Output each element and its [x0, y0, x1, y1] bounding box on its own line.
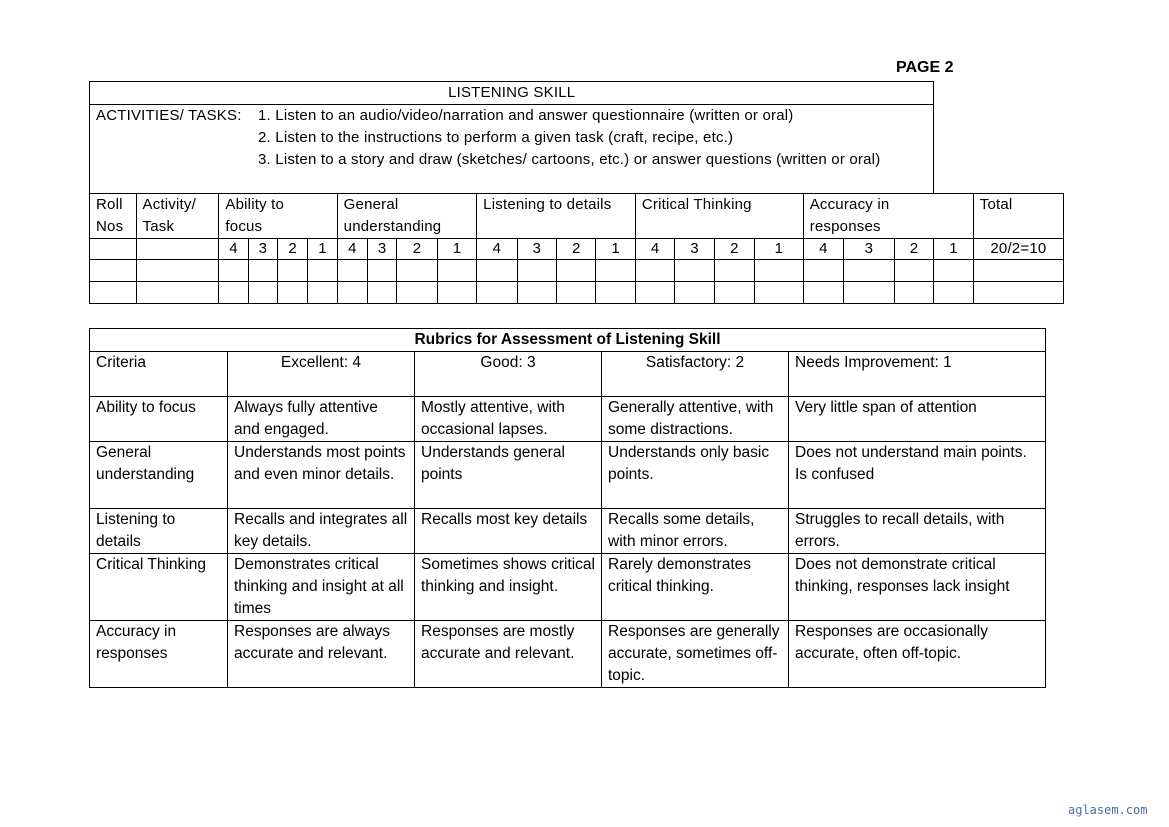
blank-cell: [844, 282, 895, 304]
table-row: [90, 442, 1046, 509]
blank-cell: [596, 260, 635, 282]
excellent-cell: Understands most points and even minor details.: [228, 442, 415, 509]
rubrics-title: Rubrics for Assessment of Listening Skill: [90, 329, 1046, 352]
score-cell: 1: [308, 239, 337, 260]
blank-cell: [894, 282, 934, 304]
blank-cell: [437, 260, 476, 282]
blank-cell: [803, 260, 843, 282]
good-cell: Mostly attentive, with occasional lapses.: [415, 397, 602, 442]
blank-cell: [90, 282, 137, 304]
score-cell: 1: [755, 239, 804, 260]
criteria-cell: General understanding: [90, 442, 228, 509]
table-row: [90, 397, 1046, 442]
blank-cell: [248, 260, 277, 282]
score-cell: 2: [278, 239, 308, 260]
score-cell: 4: [477, 239, 517, 260]
blank-cell: [934, 260, 973, 282]
table-row: [90, 621, 1046, 688]
header-ability-to-focus: Ability to focus: [219, 194, 337, 239]
needs-improvement-cell: Responses are occasionally accurate, often off-topic.: [789, 621, 1046, 688]
blank-cell: [973, 260, 1063, 282]
excellent-cell: Responses are always accurate and relevant.: [228, 621, 415, 688]
header-accuracy: Accuracy in responses: [803, 194, 973, 239]
score-cell: 3: [844, 239, 895, 260]
blank-cell: [675, 282, 714, 304]
blank-cell: [755, 260, 804, 282]
listening-title: LISTENING SKILL: [90, 82, 934, 105]
satisfactory-cell: Generally attentive, with some distractions.: [602, 397, 789, 442]
activities-label: ACTIVITIES/ TASKS:: [96, 107, 242, 124]
blank-cell: [517, 282, 556, 304]
score-cell: 4: [635, 239, 674, 260]
score-cell: [136, 239, 219, 260]
needs-improvement-cell: Does not demonstrate critical thinking, responses lack insight: [789, 554, 1046, 621]
blank-cell: [397, 282, 437, 304]
blank-cell: [755, 282, 804, 304]
header-general-understanding: General understanding: [337, 194, 477, 239]
excellent-cell: Demonstrates critical thinking and insight at all times: [228, 554, 415, 621]
score-cell: 3: [675, 239, 714, 260]
column-header-criteria: Criteria: [90, 352, 228, 397]
blank-cell: [517, 260, 556, 282]
table-row: [90, 554, 1046, 621]
score-cell: 1: [437, 239, 476, 260]
blank-cell: [219, 282, 248, 304]
needs-improvement-cell: Struggles to recall details, with errors.: [789, 509, 1046, 554]
blank-cell: [397, 260, 437, 282]
blank-cell: [596, 282, 635, 304]
score-cell: 1: [596, 239, 635, 260]
criteria-cell: Accuracy in responses: [90, 621, 228, 688]
criteria-cell: Critical Thinking: [90, 554, 228, 621]
score-cell: 2: [557, 239, 596, 260]
watermark: aglasem.com: [1068, 803, 1148, 817]
excellent-cell: Always fully attentive and engaged.: [228, 397, 415, 442]
header-roll-nos: Roll Nos: [90, 194, 137, 239]
good-cell: Understands general points: [415, 442, 602, 509]
header-total: Total: [973, 194, 1063, 239]
good-cell: Responses are mostly accurate and relevant.: [415, 621, 602, 688]
blank-cell: [635, 260, 674, 282]
blank-cell: [557, 282, 596, 304]
score-cell: 2: [894, 239, 934, 260]
satisfactory-cell: Recalls some details, with minor errors.: [602, 509, 789, 554]
score-cell: 1: [934, 239, 973, 260]
blank-cell: [308, 282, 337, 304]
score-cell: 4: [337, 239, 367, 260]
satisfactory-cell: Understands only basic points.: [602, 442, 789, 509]
good-cell: Sometimes shows critical thinking and insight.: [415, 554, 602, 621]
blank-cell: [136, 282, 219, 304]
column-header-good: Good: 3: [415, 352, 602, 397]
page-number: PAGE 2: [896, 59, 954, 76]
blank-cell: [477, 260, 517, 282]
rubrics-table: [89, 328, 1046, 688]
blank-cell: [136, 260, 219, 282]
blank-cell: [714, 260, 754, 282]
blank-cell: [337, 260, 367, 282]
score-cell: 2: [714, 239, 754, 260]
header-listening-to-details: Listening to details: [477, 194, 636, 239]
score-cell: [90, 239, 137, 260]
header-critical-thinking: Critical Thinking: [635, 194, 803, 239]
excellent-cell: Recalls and integrates all key details.: [228, 509, 415, 554]
task-item: 2. Listen to the instructions to perform a given task (craft, recipe, etc.): [258, 129, 734, 146]
good-cell: Recalls most key details: [415, 509, 602, 554]
activities-cell: [90, 105, 934, 194]
score-cell: 3: [517, 239, 556, 260]
satisfactory-cell: Responses are generally accurate, sometimes off-topic.: [602, 621, 789, 688]
column-header-needs-improvement: Needs Improvement: 1: [789, 352, 1046, 397]
blank-cell: [368, 260, 397, 282]
table-row: [90, 509, 1046, 554]
needs-improvement-cell: Very little span of attention: [789, 397, 1046, 442]
blank-cell: [90, 260, 137, 282]
blank-cell: [278, 260, 308, 282]
blank-cell: [675, 260, 714, 282]
criteria-cell: Ability to focus: [90, 397, 228, 442]
task-item: 1. Listen to an audio/video/narration and answer questionnaire (written or oral): [258, 107, 794, 124]
score-cell: 3: [248, 239, 277, 260]
blank-cell: [557, 260, 596, 282]
blank-cell: [368, 282, 397, 304]
score-cell: 4: [219, 239, 248, 260]
listening-skill-table: [89, 81, 1064, 304]
satisfactory-cell: Rarely demonstrates critical thinking.: [602, 554, 789, 621]
score-cell: 4: [803, 239, 843, 260]
criteria-cell: Listening to details: [90, 509, 228, 554]
blank-cell: [635, 282, 674, 304]
blank-cell: [477, 282, 517, 304]
blank-cell: [973, 282, 1063, 304]
blank-cell: [714, 282, 754, 304]
blank-cell: [248, 282, 277, 304]
blank-cell: [437, 282, 476, 304]
blank-cell: [308, 260, 337, 282]
blank-cell: [219, 260, 248, 282]
blank-cell: [894, 260, 934, 282]
column-header-satisfactory: Satisfactory: 2: [602, 352, 789, 397]
task-item: 3. Listen to a story and draw (sketches/ cartoons, etc.) or answer questions (written or oral): [258, 151, 881, 168]
score-cell: 3: [368, 239, 397, 260]
blank-cell: [803, 282, 843, 304]
blank-cell: [337, 282, 367, 304]
column-header-excellent: Excellent: 4: [228, 352, 415, 397]
header-activity-task: Activity/ Task: [136, 194, 219, 239]
needs-improvement-cell: Does not understand main points. Is confused: [789, 442, 1046, 509]
blank-cell: [844, 260, 895, 282]
score-cell: 2: [397, 239, 437, 260]
blank-cell: [278, 282, 308, 304]
total-formula: 20/2=10: [973, 239, 1063, 260]
blank-cell: [934, 282, 973, 304]
